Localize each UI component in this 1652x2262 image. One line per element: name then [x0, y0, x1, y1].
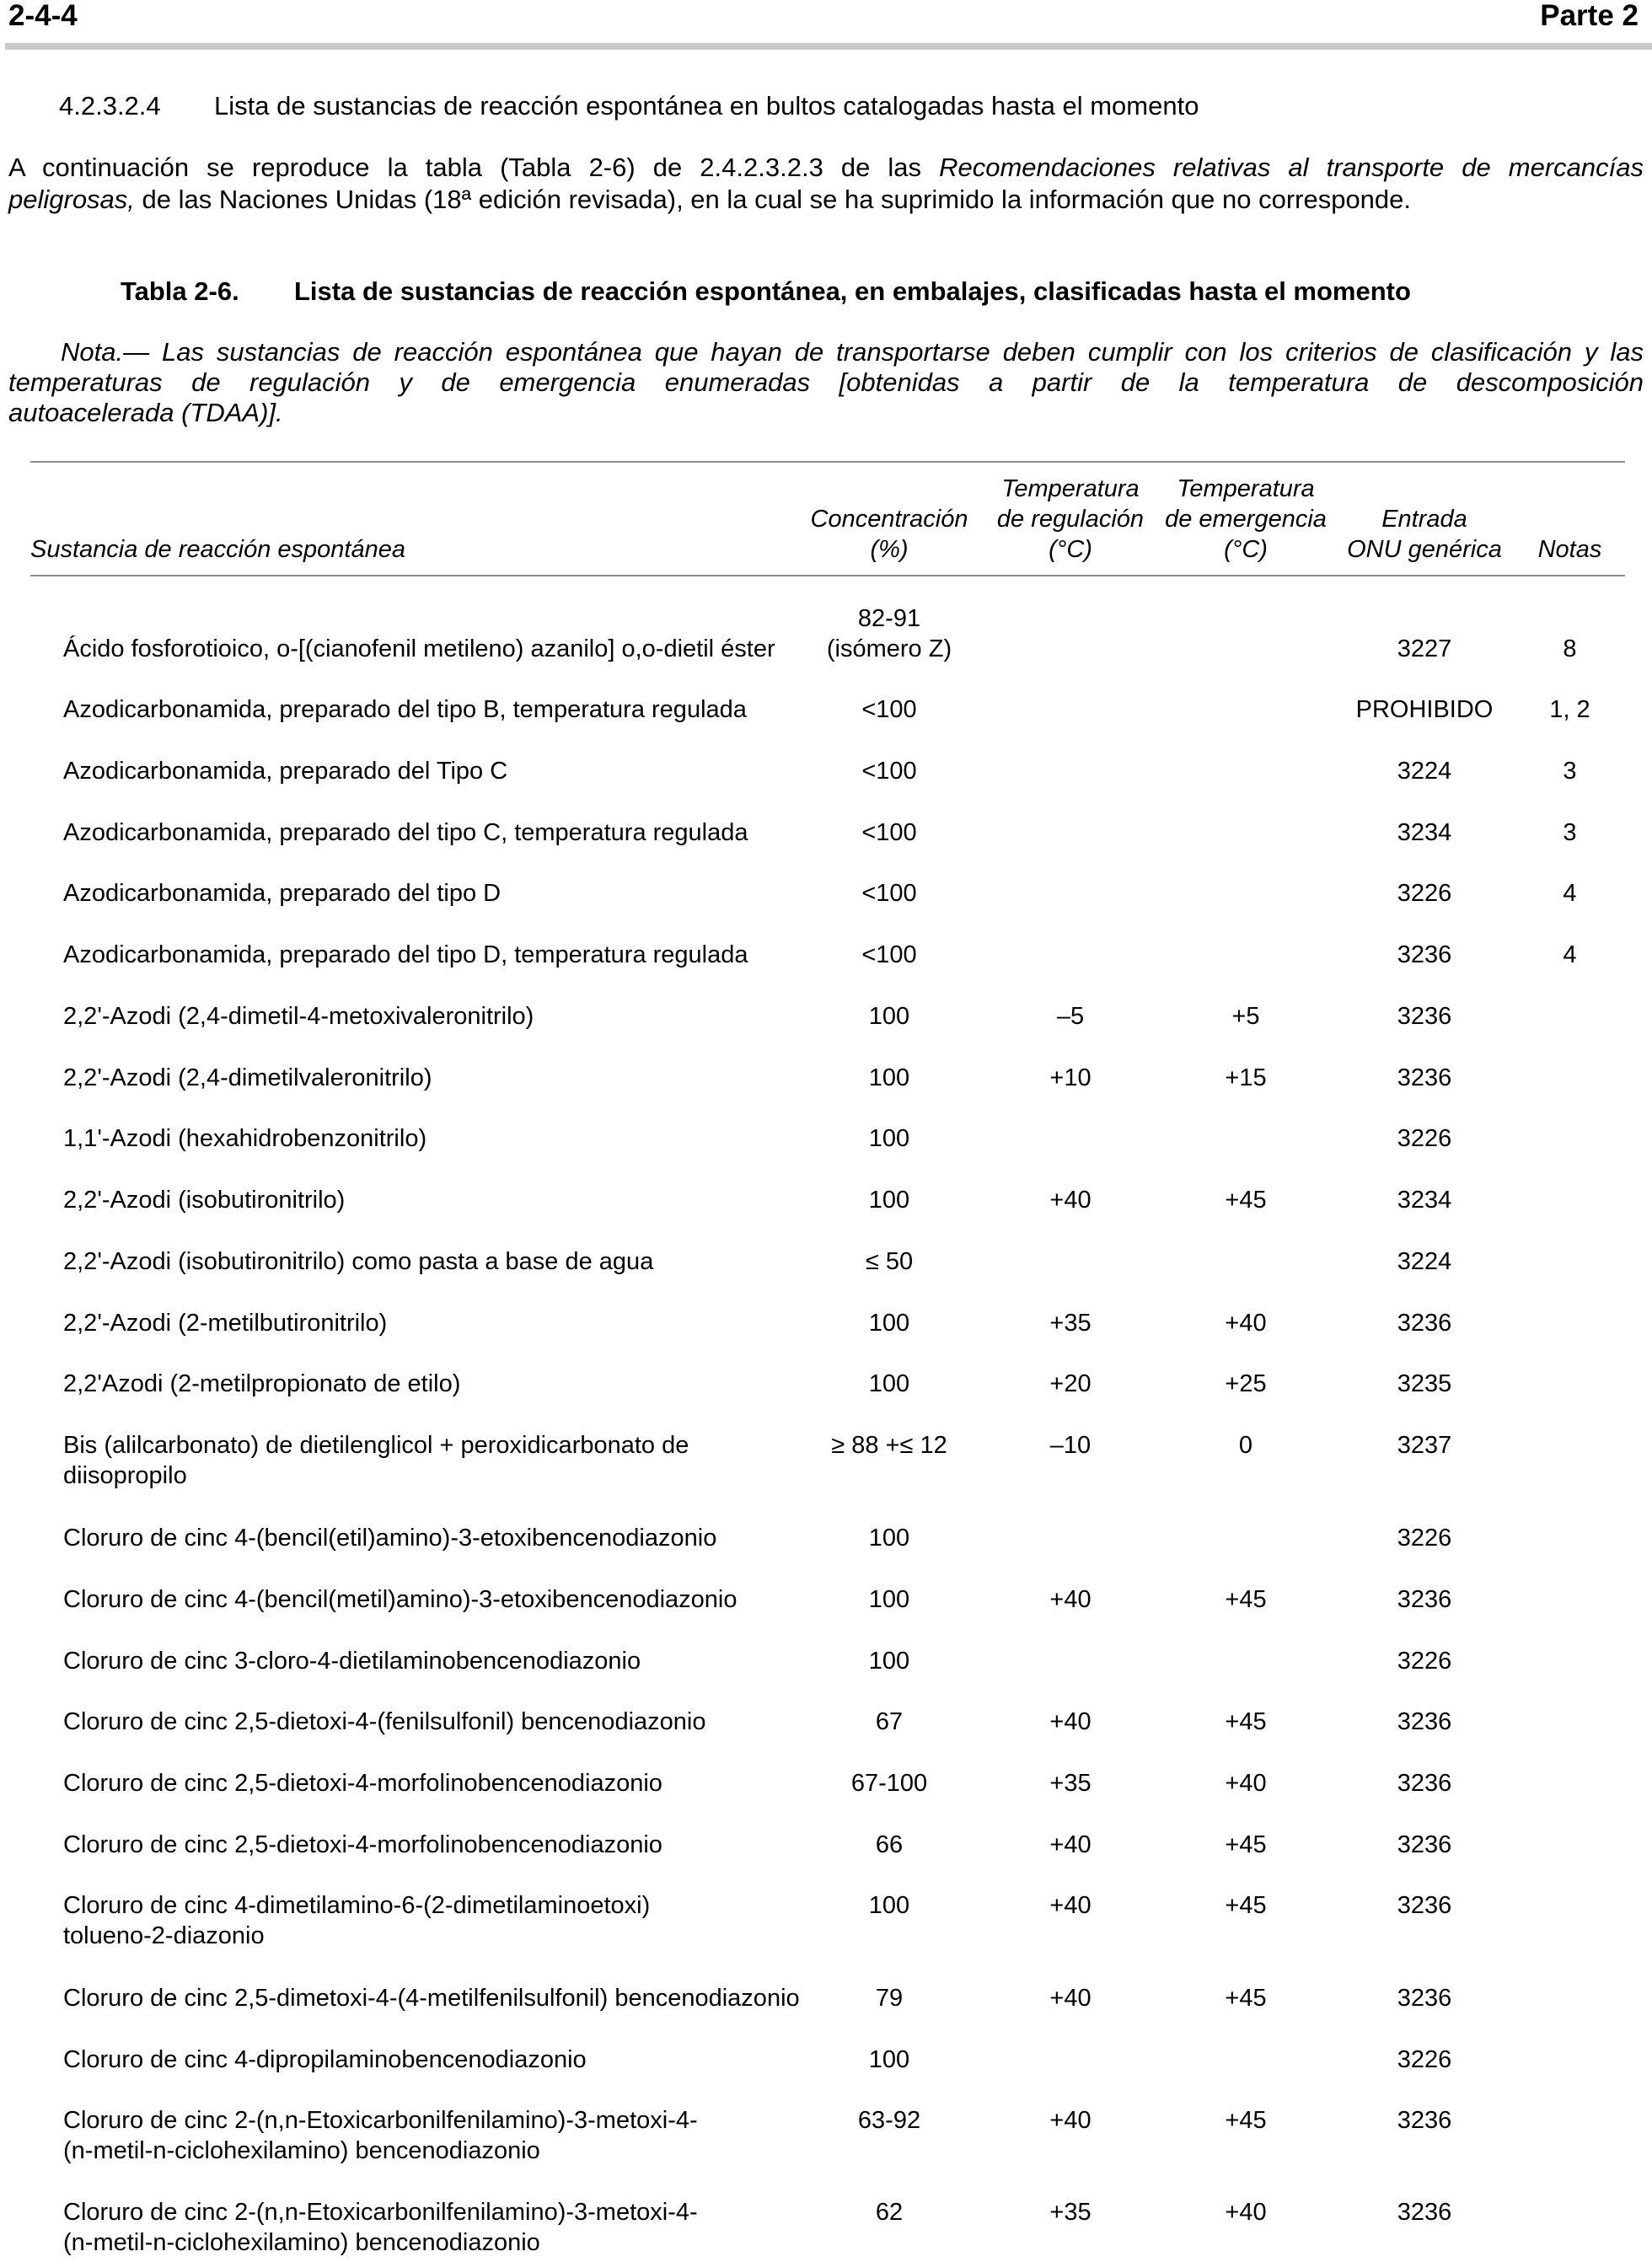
- cell-control-temp: +40: [1049, 1831, 1092, 1858]
- cell-emergency-temp: +45: [1225, 1586, 1267, 1613]
- cell-control-temp: +35: [1049, 1770, 1092, 1797]
- cell-concentration: 100: [868, 1892, 910, 1919]
- cell-control-temp: +35: [1049, 1310, 1092, 1337]
- cell-un-entry: 3227: [1397, 635, 1452, 662]
- cell-un-entry: 3235: [1397, 1370, 1452, 1397]
- cell-un-entry: 3236: [1397, 1708, 1452, 1735]
- cell-emergency-temp: +45: [1225, 1985, 1267, 2012]
- cell-un-entry: 3224: [1397, 1248, 1452, 1275]
- cell-un-entry: 3236: [1397, 1892, 1452, 1919]
- cell-control-temp: +40: [1049, 1892, 1092, 1919]
- intro-italic-b: peligrosas,: [8, 185, 135, 214]
- col-emergency-temp: Temperatura de emergencia (°C): [1165, 475, 1327, 563]
- cell-emergency-temp: +45: [1225, 1187, 1267, 1214]
- cell-substance: Cloruro de cinc 4-(bencil(etil)amino)-3-etoxibencenodiazonio: [63, 1525, 717, 1552]
- cell-concentration: 66: [875, 1831, 904, 1858]
- note-text: Nota.— Las sustancias de reacción espontánea que hayan de transportarse deben cumplir con los criterios de clasificación y las temperaturas de regulación y de emergencia enumeradas [obtenidas a partir de la temperatura de descomposición: [8, 337, 1644, 397]
- col-control-temp: Temperatura de regulación (°C): [996, 475, 1145, 563]
- cell-concentration: 67: [875, 1708, 904, 1735]
- cell-control-temp: +40: [1049, 1708, 1092, 1735]
- cell-substance: Cloruro de cinc 4-(bencil(metil)amino)-3-etoxibencenodiazonio: [63, 1586, 738, 1613]
- cell-substance: Ácido fosforotioico, o-[(cianofenil metileno) azanilo] o,o-dietil éster: [63, 635, 775, 662]
- intro-line-1: [8, 152, 1644, 184]
- cell-emergency-temp: +40: [1225, 1310, 1267, 1337]
- section-number: 4.2.3.2.4: [59, 91, 161, 121]
- table-title: [121, 276, 1411, 308]
- cell-un-entry: 3236: [1397, 1831, 1452, 1858]
- cell-substance: Azodicarbonamida, preparado del Tipo C: [63, 758, 508, 785]
- cell-un-entry: 3226: [1397, 1525, 1452, 1552]
- cell-un-entry: PROHIBIDO: [1355, 696, 1494, 723]
- cell-un-entry: 3236: [1397, 941, 1452, 968]
- cell-emergency-temp: +45: [1225, 1892, 1267, 1919]
- cell-control-temp: +10: [1049, 1064, 1092, 1091]
- cell-substance: Azodicarbonamida, preparado del tipo B, temperatura regulada: [63, 696, 747, 723]
- cell-control-temp: +35: [1049, 2199, 1092, 2226]
- cell-un-entry: 3226: [1397, 2046, 1452, 2073]
- cell-un-entry: 3226: [1397, 1125, 1452, 1152]
- table-caption: Lista de sustancias de reacción espontánea, en embalajes, clasificadas hasta el momento: [294, 276, 1411, 306]
- cell-un-entry: 3236: [1397, 1985, 1452, 2012]
- cell-control-temp: –10: [1049, 1432, 1092, 1459]
- cell-control-temp: +40: [1049, 1586, 1092, 1613]
- cell-substance: 2,2'Azodi (2-metilpropionato de etilo): [63, 1370, 461, 1397]
- table-header-rule: [30, 575, 1625, 576]
- cell-concentration: <100: [861, 758, 917, 785]
- cell-concentration: 100: [868, 2046, 910, 2073]
- section-title: Lista de sustancias de reacción espontánea en bultos catalogadas hasta el momento: [214, 91, 1199, 121]
- cell-concentration: 100: [868, 1064, 910, 1091]
- cell-substance: Azodicarbonamida, preparado del tipo D, temperatura regulada: [63, 941, 748, 968]
- cell-substance: Cloruro de cinc 4-dimetilamino-6-(2-dimetilaminoetoxi) tolueno-2-diazonio: [63, 1892, 651, 1949]
- cell-substance: 2,2'-Azodi (2,4-dimetil-4-metoxivaleronitrilo): [63, 1003, 534, 1030]
- cell-concentration: 100: [868, 1648, 910, 1675]
- cell-emergency-temp: +45: [1225, 2107, 1267, 2134]
- cell-substance: Cloruro de cinc 3-cloro-4-dietilaminobencenodiazonio: [63, 1648, 641, 1675]
- cell-control-temp: +40: [1049, 1985, 1092, 2012]
- cell-notes: 3: [1563, 819, 1577, 846]
- cell-concentration: 100: [868, 1310, 910, 1337]
- cell-substance: Cloruro de cinc 2,5-dietoxi-4-morfolinobencenodiazonio: [63, 1831, 662, 1858]
- cell-substance: Azodicarbonamida, preparado del tipo D: [63, 880, 502, 907]
- table-label: Tabla 2-6.: [121, 276, 239, 306]
- cell-concentration: 82-91 (isómero Z): [826, 605, 952, 662]
- cell-concentration: 62: [875, 2199, 904, 2226]
- cell-un-entry: 3224: [1397, 758, 1452, 785]
- page-header: [8, 0, 1644, 32]
- table-top-rule: [30, 461, 1625, 463]
- cell-concentration: ≥ 88 +≤ 12: [831, 1432, 947, 1459]
- table-note: [8, 337, 1644, 428]
- cell-emergency-temp: 0: [1238, 1432, 1253, 1459]
- cell-substance: Azodicarbonamida, preparado del tipo C, temperatura regulada: [63, 819, 748, 846]
- cell-substance: Bis (alilcarbonato) de dietilenglicol + peroxidicarbonato de diisopropilo: [63, 1432, 689, 1489]
- cell-concentration: 100: [868, 1003, 910, 1030]
- cell-un-entry: 3236: [1397, 1064, 1452, 1091]
- cell-substance: Cloruro de cinc 2-(n,n-Etoxicarbonilfenilamino)-3-metoxi-4- (n-metil-n-ciclohexilamino) bencenodiazonio: [63, 2199, 698, 2256]
- cell-concentration: 100: [868, 1187, 910, 1214]
- col-concentration: Concentración (%): [810, 506, 968, 563]
- cell-substance: Cloruro de cinc 4-dipropilaminobencenodiazonio: [63, 2046, 587, 2073]
- cell-un-entry: 3236: [1397, 1586, 1452, 1613]
- cell-control-temp: +20: [1049, 1370, 1092, 1397]
- cell-concentration: 63-92: [857, 2107, 921, 2134]
- cell-un-entry: 3236: [1397, 1770, 1452, 1797]
- cell-emergency-temp: +5: [1231, 1003, 1260, 1030]
- cell-control-temp: +40: [1049, 2107, 1092, 2134]
- cell-un-entry: 3236: [1397, 2199, 1452, 2226]
- section-heading: [59, 91, 1199, 121]
- cell-notes: 4: [1563, 880, 1577, 907]
- col-substance: Sustancia de reacción espontánea: [30, 536, 405, 563]
- cell-emergency-temp: +25: [1225, 1370, 1267, 1397]
- cell-substance: 2,2'-Azodi (isobutironitrilo) como pasta a base de agua: [63, 1248, 654, 1275]
- cell-concentration: 100: [868, 1525, 910, 1552]
- cell-notes: 8: [1563, 635, 1577, 662]
- note-text-end: autoacelerada (TDAA)].: [8, 398, 283, 427]
- cell-un-entry: 3226: [1397, 880, 1452, 907]
- intro-text-a: A continuación se reproduce la tabla (Tabla 2-6) de 2.4.2.3.2.3 de las: [8, 153, 940, 182]
- cell-un-entry: 3236: [1397, 2107, 1452, 2134]
- cell-concentration: ≤ 50: [865, 1248, 914, 1275]
- cell-concentration: 100: [868, 1586, 910, 1613]
- cell-emergency-temp: +15: [1225, 1064, 1267, 1091]
- intro-text-b: de las Naciones Unidas (18ª edición revisada), en la cual se ha suprimido la información que no corresponde.: [134, 185, 1412, 214]
- page-number: 2-4-4: [8, 0, 78, 32]
- cell-concentration: 67-100: [850, 1770, 928, 1797]
- cell-concentration: <100: [861, 941, 917, 968]
- cell-notes: 1, 2: [1549, 696, 1590, 723]
- cell-un-entry: 3237: [1397, 1432, 1452, 1459]
- cell-concentration: <100: [861, 880, 917, 907]
- intro-paragraph: [8, 152, 1644, 216]
- cell-control-temp: –5: [1056, 1003, 1085, 1030]
- intro-line-2: [8, 184, 1644, 216]
- cell-emergency-temp: +40: [1225, 1770, 1267, 1797]
- cell-emergency-temp: +45: [1225, 1708, 1267, 1735]
- cell-un-entry: 3236: [1397, 1310, 1452, 1337]
- intro-italic-a: Recomendaciones relativas al transporte de mercancías: [939, 153, 1644, 182]
- cell-control-temp: +40: [1049, 1187, 1092, 1214]
- cell-substance: 2,2'-Azodi (2-metilbutironitrilo): [63, 1310, 388, 1337]
- col-notes: Notas: [1537, 536, 1602, 563]
- cell-substance: Cloruro de cinc 2,5-dimetoxi-4-(4-metilfenilsulfonil) bencenodiazonio: [63, 1985, 800, 2012]
- cell-substance: 1,1'-Azodi (hexahidrobenzonitrilo): [63, 1125, 427, 1152]
- col-un-entry: Entrada ONU genérica: [1347, 506, 1502, 563]
- cell-substance: 2,2'-Azodi (2,4-dimetilvaleronitrilo): [63, 1064, 432, 1091]
- cell-substance: Cloruro de cinc 2,5-dietoxi-4-(fenilsulfonil) bencenodiazonio: [63, 1708, 706, 1735]
- cell-emergency-temp: +40: [1225, 2199, 1267, 2226]
- cell-substance: Cloruro de cinc 2,5-dietoxi-4-morfolinobencenodiazonio: [63, 1770, 662, 1797]
- cell-un-entry: 3236: [1397, 1003, 1452, 1030]
- cell-concentration: 79: [875, 1985, 904, 2012]
- cell-concentration: <100: [861, 696, 917, 723]
- cell-notes: 3: [1563, 758, 1577, 785]
- cell-substance: Cloruro de cinc 2-(n,n-Etoxicarbonilfenilamino)-3-metoxi-4- (n-metil-n-ciclohexilamino) bencenodiazonio: [63, 2107, 698, 2164]
- cell-un-entry: 3226: [1397, 1648, 1452, 1675]
- cell-concentration: 100: [868, 1125, 910, 1152]
- header-divider: [5, 43, 1652, 50]
- cell-concentration: <100: [861, 819, 917, 846]
- cell-substance: 2,2'-Azodi (isobutironitrilo): [63, 1187, 346, 1214]
- cell-concentration: 100: [868, 1370, 910, 1397]
- part-label: Parte 2: [1540, 0, 1639, 32]
- cell-un-entry: 3234: [1397, 1187, 1452, 1214]
- cell-emergency-temp: +45: [1225, 1831, 1267, 1858]
- cell-notes: 4: [1563, 941, 1577, 968]
- cell-un-entry: 3234: [1397, 819, 1452, 846]
